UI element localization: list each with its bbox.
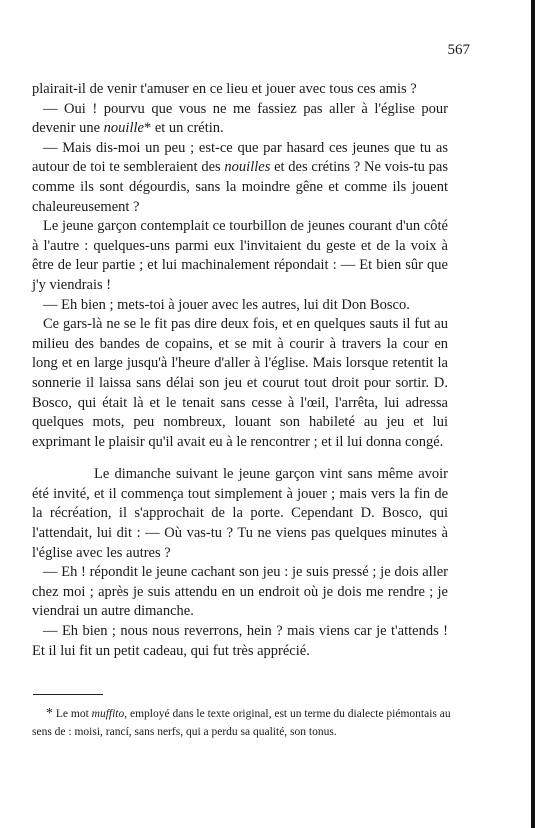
paragraph (32, 563, 448, 622)
footnote-rule (33, 694, 103, 695)
paragraph-text: * et un crétin. (143, 120, 224, 137)
paragraph (32, 315, 448, 452)
emphasis-term: nouilles (224, 159, 271, 176)
emphasis-term: nouille (103, 120, 144, 137)
page-number: 567 (447, 42, 470, 58)
footnote-term: muffito (91, 708, 125, 720)
paragraph-text: — Mais dis-moi un peu ; est-ce que par hasard ces jeunes que tu as autour de toi te sembleraient des (32, 139, 448, 176)
paragraph-text: et des crétins ? Ne vois-tu pas comme ils sont dégourdis, sans la moindre gêne et comme ils jouent chaleureusement ? (32, 159, 448, 215)
paragraph (32, 139, 448, 217)
paragraph-text: — Oui ! pourvu que vous ne me fassiez pas aller à l'église pour devenir une (32, 100, 448, 137)
paragraph-text: — Eh bien ; nous nous reverrons, hein ? mais viens car je t'attends ! Et il lui fit un petit cadeau, qui fut très apprécié. (32, 623, 448, 659)
page-edge (531, 0, 535, 828)
paragraph-text: Ce gars-là ne se le fit pas dire deux fois, et en quelques sauts il fut au milieu des bandes de copains, et se mit à courir à travers la cour en long et en large jusqu'à l'heure d'aller à l'église. Mais lorsque retentit la sonnerie il laissa sans délai son jeu et courut tout droit pour sortir. D. Bosco, qui était là et le tenait sans cesse à l'œil, l'arrêta, lui adressa quelques mots, peu nombreux, louant son habileté au jeu et lui exprimant le plaisir qu'il avait eu à le rencontrer ; et il lui donna congé. (32, 316, 448, 450)
paragraph-text: Le jeune garçon contemplait ce tourbillon de jeunes courant d'un côté à l'autre : quelques-uns parmi eux l'invitaient du geste et de la voix à être de leur partie ; et lui machinalement répondait : — Et bien sûr que j'y viendrais ! (32, 218, 448, 293)
paragraph (32, 296, 448, 316)
paragraph-text: — Eh bien ; mets-toi à jouer avec les autres, lui dit Don Bosco. (43, 296, 410, 313)
paragraph (32, 100, 448, 139)
footnote-marker: * (46, 706, 53, 721)
paragraph-text: — Eh ! répondit le jeune cachant son jeu : je suis pressé ; je dois aller chez moi ; après je suis attendu en un endroit où je dois me rendre ; je viendrai un autre dimanche. (32, 564, 448, 620)
footnote-rest: , employé dans le texte original, est un terme du dialecte piémontais au sens de : moisi, rancí, sans nerfs, qui a perdu sa qualité, son tonus. (32, 708, 451, 738)
body-text (32, 80, 448, 661)
footnote-lead: Le mot (53, 708, 92, 720)
paragraph (32, 217, 448, 295)
paragraph-text: Le dimanche suivant le jeune garçon vint sans même avoir été invité, et il commença tout simplement à jouer ; mais vers la fin de la récréation, il s'approchait de la porte. Cependant D. Bosco, qui l'attendait, lui dit : — Où vas-tu ? Tu ne viens pas quelques minutes à l'église avec les autres ? (32, 466, 448, 561)
paragraph (32, 80, 448, 100)
footnote-text (32, 705, 452, 741)
paragraph (32, 465, 448, 563)
paragraph (32, 622, 448, 661)
footnote (32, 705, 452, 741)
paragraph-text: plairait-il de venir t'amuser en ce lieu et jouer avec tous ces amis ? (32, 81, 417, 97)
